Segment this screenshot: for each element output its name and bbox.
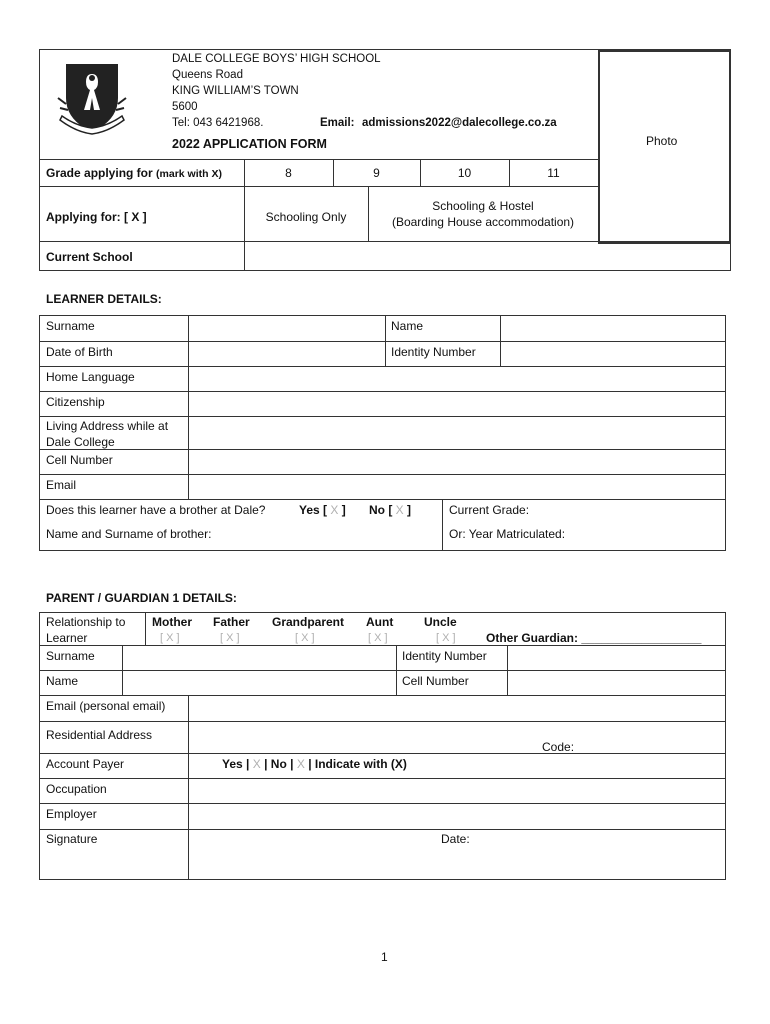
- divider: [442, 499, 443, 551]
- current-school-field[interactable]: [246, 244, 728, 268]
- row-line: [39, 753, 726, 754]
- brother-no-label: No [: [369, 503, 393, 517]
- learner-dob-label: Date of Birth: [46, 345, 113, 359]
- telephone: Tel: 043 6421968.: [172, 117, 264, 129]
- home-language-label: Home Language: [46, 370, 135, 384]
- account-payer-indicate: | Indicate with (X): [308, 757, 407, 771]
- row-line: [39, 721, 726, 722]
- learner-id-label: Identity Number: [391, 345, 476, 359]
- school-name: DALE COLLEGE BOYS’ HIGH SCHOOL: [172, 53, 381, 65]
- divider: [145, 612, 146, 645]
- parent-name-label: Name: [46, 674, 79, 688]
- brother-yes-mark: X: [330, 503, 339, 517]
- street-address: Queens Road: [172, 69, 243, 81]
- grade-hint: (mark with X): [156, 168, 222, 180]
- grade-label: [46, 166, 222, 181]
- grandparent-mark: [ X ]: [295, 632, 315, 644]
- row-line: [39, 449, 726, 450]
- account-payer-yes-mark: X: [252, 757, 261, 771]
- page-number: 1: [381, 950, 388, 964]
- employer-label: Employer: [46, 807, 97, 821]
- form-title: 2022 APPLICATION FORM: [172, 137, 327, 151]
- bracket: ]: [407, 503, 412, 517]
- residential-address-field[interactable]: [190, 723, 724, 752]
- brother-question: Does this learner have a brother at Dale?: [46, 503, 266, 517]
- row-line: [39, 416, 726, 417]
- grade-option-10[interactable]: 10: [457, 166, 472, 180]
- brother-no-mark: X: [395, 503, 404, 517]
- account-payer-yes: Yes |: [222, 757, 250, 771]
- email-address: admissions2022@dalecollege.co.za: [362, 117, 557, 129]
- occupation-label: Occupation: [46, 782, 107, 796]
- aunt-mark: [ X ]: [368, 632, 388, 644]
- parent-id-label: Identity Number: [402, 649, 487, 663]
- learner-details-title: LEARNER DETAILS:: [46, 292, 162, 306]
- occupation-field[interactable]: [190, 780, 724, 802]
- option-schooling-hostel-sub: (Boarding House accommodation): [391, 215, 575, 229]
- divider: [188, 315, 189, 499]
- parent-email-field[interactable]: [190, 697, 724, 720]
- option-father[interactable]: Father: [213, 615, 250, 629]
- parent-id-field[interactable]: [509, 647, 724, 669]
- brother-name-label: Name and Surname of brother:: [46, 527, 212, 541]
- learner-dob-field[interactable]: [190, 343, 384, 365]
- current-grade-label: Current Grade:: [449, 503, 530, 517]
- employer-field[interactable]: [190, 805, 724, 828]
- learner-name-field[interactable]: [502, 317, 724, 340]
- row-line: [39, 499, 726, 500]
- row-line: [39, 645, 726, 646]
- divider: [396, 645, 397, 695]
- row-line: [39, 474, 726, 475]
- date-field[interactable]: [476, 831, 724, 878]
- row-line: [39, 778, 726, 779]
- brother-no[interactable]: [369, 503, 411, 517]
- brother-yes[interactable]: [299, 503, 346, 517]
- living-address-field[interactable]: [190, 418, 724, 448]
- option-mother[interactable]: Mother: [152, 615, 192, 629]
- date-label: Date:: [441, 832, 470, 846]
- account-payer-options[interactable]: [222, 757, 407, 771]
- town: KING WILLIAM’S TOWN: [172, 85, 299, 97]
- grade-option-9[interactable]: 9: [373, 166, 380, 180]
- divider: [385, 315, 386, 366]
- row-line: [39, 803, 726, 804]
- parent-surname-label: Surname: [46, 649, 95, 663]
- account-payer-no: | No |: [264, 757, 294, 771]
- residential-address-label: Residential Address: [46, 728, 153, 742]
- row-line: [39, 829, 726, 830]
- grade-option-11[interactable]: 11: [547, 166, 560, 180]
- relationship-label-2: Learner: [46, 631, 88, 645]
- other-guardian[interactable]: Other Guardian: __________________: [486, 631, 702, 645]
- citizenship-field[interactable]: [190, 393, 724, 415]
- parent-email-label: Email (personal email): [46, 699, 166, 713]
- grade-row-top: [39, 159, 599, 160]
- parent-cell-label: Cell Number: [402, 674, 469, 688]
- parent-name-field[interactable]: [124, 672, 395, 694]
- learner-surname-field[interactable]: [190, 317, 384, 340]
- option-grandparent[interactable]: Grandparent: [272, 615, 345, 629]
- account-payer-label: Account Payer: [46, 757, 125, 771]
- current-school-label: Current School: [46, 250, 133, 264]
- postal-code: 5600: [172, 101, 198, 113]
- option-uncle[interactable]: Uncle: [424, 615, 457, 629]
- divider: [368, 186, 369, 241]
- parent-surname-field[interactable]: [124, 647, 395, 669]
- learner-cell-label: Cell Number: [46, 453, 113, 467]
- parent-cell-field[interactable]: [509, 672, 724, 694]
- year-matriculated-label: Or: Year Matriculated:: [449, 527, 566, 541]
- parent-details-title: PARENT / GUARDIAN 1 DETAILS:: [46, 591, 237, 605]
- brother-yes-label: Yes [: [299, 503, 328, 517]
- grade-row-bottom: [39, 186, 599, 187]
- school-crest-logo: [56, 58, 128, 136]
- divider: [500, 315, 501, 366]
- bracket: ]: [341, 503, 346, 517]
- row-line: [39, 391, 726, 392]
- home-language-field[interactable]: [190, 368, 724, 390]
- email-label: Email:: [320, 117, 355, 129]
- option-aunt[interactable]: Aunt: [366, 615, 394, 629]
- signature-label: Signature: [46, 832, 98, 846]
- mother-mark: [ X ]: [160, 632, 180, 644]
- relationship-label: Relationship to: [46, 615, 126, 629]
- row-line: [39, 670, 726, 671]
- divider: [507, 645, 508, 695]
- learner-email-label: Email: [46, 478, 77, 492]
- row-line: [39, 695, 726, 696]
- divider: [122, 645, 123, 695]
- grade-label-text: Grade applying for: [46, 166, 153, 180]
- living-address-label-2: Dale College: [46, 435, 115, 449]
- grade-option-8[interactable]: 8: [285, 166, 292, 180]
- learner-email-field[interactable]: [190, 476, 724, 498]
- living-address-label: Living Address while at: [46, 419, 169, 433]
- applying-for-label: Applying for: [ X ]: [46, 210, 147, 224]
- postal-code-label: Code:: [542, 740, 575, 754]
- learner-id-field[interactable]: [502, 343, 724, 365]
- row-line: [39, 366, 726, 367]
- account-payer-no-mark: X: [296, 757, 305, 771]
- photo-label: Photo: [646, 134, 678, 148]
- citizenship-label: Citizenship: [46, 395, 105, 409]
- signature-field[interactable]: [190, 831, 435, 878]
- father-mark: [ X ]: [220, 632, 240, 644]
- learner-name-label: Name: [391, 319, 424, 333]
- option-schooling-hostel[interactable]: Schooling & Hostel: [432, 199, 534, 213]
- current-school-top: [39, 241, 731, 242]
- learner-surname-label: Surname: [46, 319, 95, 333]
- row-line: [39, 341, 726, 342]
- divider: [188, 695, 189, 880]
- uncle-mark: [ X ]: [436, 632, 456, 644]
- learner-cell-field[interactable]: [190, 451, 724, 473]
- option-schooling-only[interactable]: Schooling Only: [265, 210, 347, 224]
